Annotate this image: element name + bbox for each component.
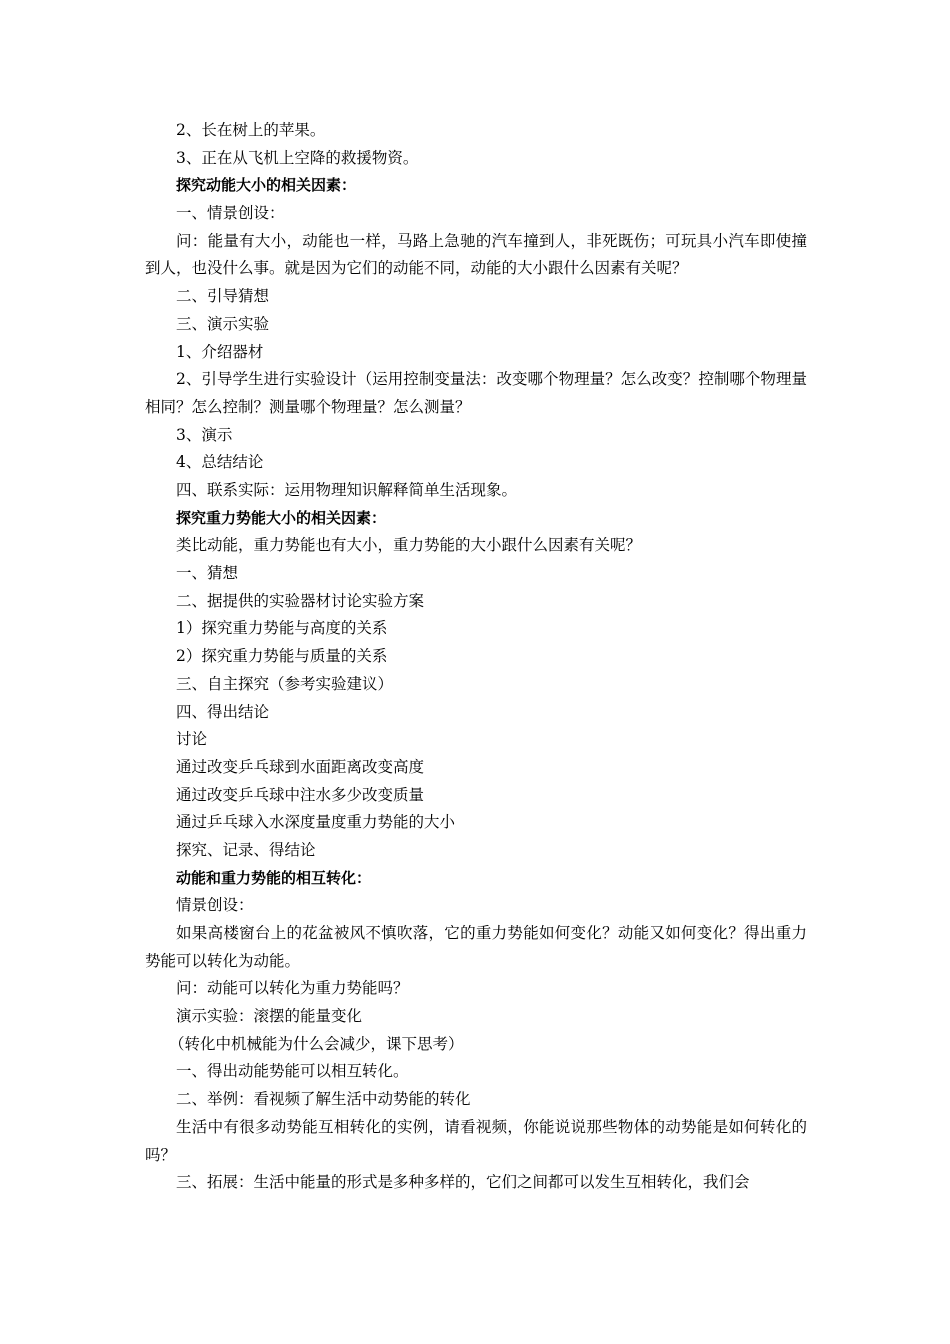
text-line: 1、介绍器材: [176, 342, 264, 361]
text-line: （转化中机械能为什么会减少，课下思考）: [169, 1034, 464, 1053]
text-line: 情景创设：: [176, 896, 254, 915]
text-line: 二、据提供的实验器材讨论实验方案: [176, 591, 425, 610]
text-line: 四、联系实际：运用物理知识解释简单生活现象。: [176, 481, 518, 499]
text-line: 探究、记录、得结论: [176, 840, 316, 859]
text-line: 3、正在从飞机上空降的救援物资。: [176, 148, 419, 167]
section-heading: 动能和重力势能的相互转化：: [176, 868, 372, 887]
text-line: 通过改变乒乓球到水面距离改变高度: [176, 757, 425, 776]
text-line: 通过改变乒乓球中注水多少改变质量: [176, 785, 425, 804]
text-line: 4、总结结论: [176, 453, 264, 472]
text-line: 三、拓展：生活中能量的形式是多种多样的，它们之间都可以发生互相转化，我们会: [176, 1173, 750, 1192]
text-line: 类比动能，重力势能也有大小，重力势能的大小跟什么因素有关呢？: [176, 536, 642, 555]
text-line: 一、猜想: [176, 564, 239, 583]
text-line: 3、演示: [176, 425, 233, 444]
text-line: 三、演示实验: [176, 314, 270, 333]
text-line: 讨论: [176, 730, 208, 749]
paragraph: 生活中有很多动势能互相转化的实例，请看视频，你能说说那些物体的动势能是如何转化的吗？: [145, 1117, 807, 1164]
paragraph: 问：能量有大小，动能也一样，马路上急驰的汽车撞到人，非死既伤；可玩具小汽车即使撞到人，也没什么事。就是因为它们的动能不同，动能的大小跟什么因素有关呢？: [145, 231, 807, 278]
text-line: 2）探究重力势能与质量的关系: [176, 647, 388, 666]
text-line: 二、举例：看视频了解生活中动势能的转化: [176, 1090, 471, 1109]
section-heading: 探究动能大小的相关因素：: [176, 176, 357, 195]
text-line: 一、得出动能势能可以相互转化。: [176, 1062, 409, 1081]
text-line: 二、引导猜想: [176, 287, 270, 306]
text-line: 一、情景创设：: [176, 204, 285, 223]
paragraph: 如果高楼窗台上的花盆被风不慎吹落，它的重力势能如何变化？动能又如何变化？得出重力势能可以转化为动能。: [145, 924, 807, 970]
section-heading: 探究重力势能大小的相关因素：: [176, 508, 387, 527]
document-body: [145, 117, 807, 1197]
text-line: 三、自主探究（参考实验建议）: [176, 674, 394, 693]
text-line: 通过乒乓球入水深度量度重力势能的大小: [176, 813, 456, 832]
text-line: 1）探究重力势能与高度的关系: [176, 619, 388, 638]
paragraph: 2、引导学生进行实验设计（运用控制变量法：改变哪个物理量？怎么改变？控制哪个物理量相同？怎么控制？测量哪个物理量？怎么测量？: [145, 370, 807, 416]
text-line: 演示实验：滚摆的能量变化: [176, 1007, 363, 1026]
text-line: 四、得出结论: [176, 702, 270, 721]
text-line: 2、长在树上的苹果。: [176, 121, 326, 139]
text-line: 问：动能可以转化为重力势能吗？: [176, 979, 409, 998]
